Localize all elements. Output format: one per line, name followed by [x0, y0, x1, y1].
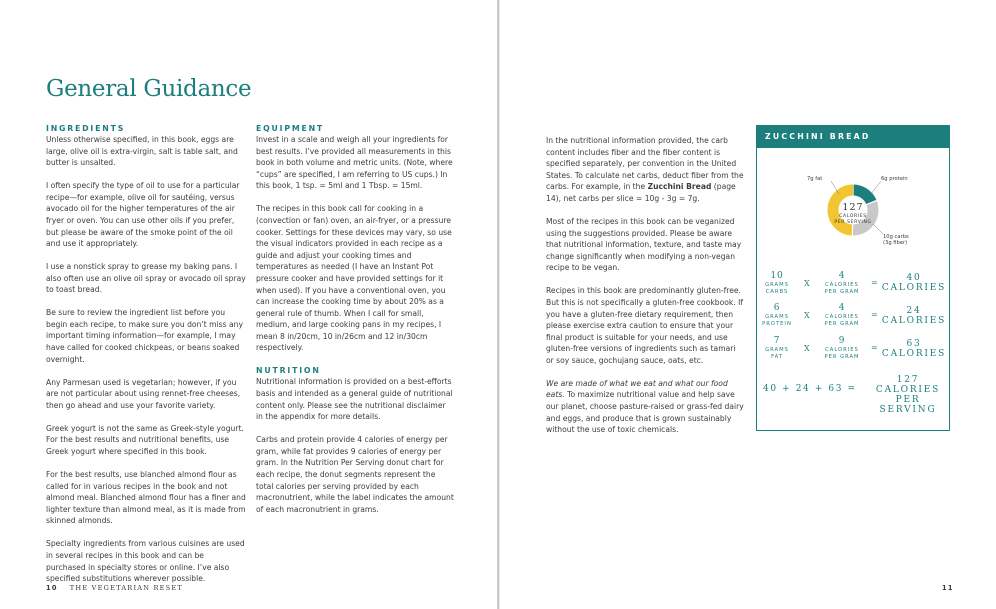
equipment-paragraph: Invest in a scale and weigh all your ingredients for best results. I’ve provided all measurements in this book in both volume and metric units. (Note, where “cups” are specified, I am referring to US cups.) In this book, 1 tsp. = 5ml and 1 Tbsp. = 15ml.	[256, 135, 453, 191]
carbs-label-1: 10g carbs	[883, 234, 909, 240]
equipment-nutrition-column	[256, 123, 454, 515]
ingredients-heading: INGREDIENTS	[46, 124, 126, 133]
sourcing-paragraph: We are made of what we eat and what our food eats. To maximize nutritional value and help save our planet, choose pasture-raised or grass-fed dairy and eggs, and produce that is grown sustainably without the use of toxic chemicals.	[546, 378, 744, 435]
zucchini-bread-sidebar	[756, 125, 950, 431]
nutrition-paragraph: Carbs and protein provide 4 calories of energy per gram, while fat provides 9 calories of energy per gram. In the Nutrition Per Serving donut chart for each recipe, the donut segments represent the total calories per serving provided by each macronutrient, while the label indicates the amount of each macronutrient in grams.	[256, 435, 454, 514]
nutrition-heading: NUTRITION	[256, 366, 321, 376]
equipment-heading: EQUIPMENT	[256, 124, 325, 133]
multiply-sign: X	[804, 279, 810, 288]
book-title: THE VEGETARIAN RESET	[69, 584, 183, 592]
ingredients-paragraph: I use a nonstick spray to grease my baking pans. I also often use an olive oil spray or avocado oil spray to toast bread.	[46, 262, 246, 295]
right-page-number: 11	[942, 584, 954, 592]
ingredients-paragraph: Be sure to review the ingredient list before you begin each recipe, to make sure you don’t miss any important timing information—for example, I may have called for cooked chickpeas, or beans soaked overnight.	[46, 308, 243, 364]
right-text-column	[546, 135, 744, 436]
ingredients-paragraph: Greek yogurt is not the same as Greek-style yogurt. For the best results and nutritional benefits, use Greek yogurt where specified in this book.	[46, 423, 244, 457]
equals-sign: =	[871, 310, 878, 319]
equipment-paragraph: The recipes in this book call for cooking in a (convection or fan) oven, an air-fryer, or a pressure cooker. Settings for these devices may vary, so use the visual indicators provided in each recipe as a guide and adjust your cooking times and temperatures as needed (I have an Instant Pot pressure cooker and have provided settings for it when used). If you have a conventional oven, you can increase the cooking time by about 20% as a general rule of thumb. When I call for small, medium, and large cooking pans in my recipes, I mean 8 in/20cm, 10 in/26cm and 12 in/30cm respectively.	[256, 204, 452, 353]
ingredients-paragraph: Unless otherwise specified, in this book, eggs are large, olive oil is extra-virgin, salt is table salt, and butter is unsalted.	[46, 135, 238, 168]
vegan-paragraph: Most of the recipes in this book can be veganized using the suggestions provided. Please be aware that nutritional information, texture, and taste may change significantly when modifying a non-vegan recipe to be vegan.	[546, 216, 742, 273]
right-page-footer	[942, 584, 954, 592]
donut-center-label-2: PER SERVING	[834, 220, 872, 225]
page-spine-shadow	[499, 0, 500, 609]
ingredients-paragraph: For the best results, use blanched almond flour as called for in various recipes in the book and not almond meal. Blanched almond flour has a finer and lighter texture than almond meal, as it is made from skinned almonds.	[46, 470, 246, 526]
protein-label: 6g protein	[881, 176, 908, 182]
protein-grams: 6 GRAMS PROTEIN	[762, 303, 792, 327]
quote-italic: We are made of what we eat and what our food eats.	[546, 378, 728, 400]
sum-expression: 40 + 24 + 63 =	[763, 384, 857, 394]
carbs-leader-line	[873, 224, 883, 234]
donut-segment-protein	[853, 190, 872, 203]
carbs-calories: 40 CALORIES	[881, 273, 947, 293]
nutrition-paragraph: Nutritional information is provided on a best-efforts basis and intended as a general guide of nutritional content only. Please see the nutritional disclaimer in the appendix for more details.	[256, 377, 453, 422]
fat-calories: 63 CALORIES	[881, 339, 947, 359]
gluten-paragraph: Recipes in this book are predominantly gluten-free. But this is not specifically a gluten-free cookbook. If you have a gluten-free dietary requirement, then please exercise extra caution to ensure that your final product is suitable for your needs, and use gluten-free versions of ingredients such as tamari or soy sauce, gochujang sauce, oats, etc.	[546, 286, 743, 365]
ingredients-paragraph: Specialty ingredients from various cuisines are used in several recipes in this book and can be purchased in specialty stores or online. I’ve also specified substitutions wherever possible.	[46, 539, 245, 584]
multiply-sign: X	[804, 311, 810, 320]
total-calories: 127 CALORIES PER SERVING	[875, 375, 941, 415]
carbs-cal-per-gram: 4 CALORIES PER GRAM	[824, 271, 860, 295]
sidebar-heading: ZUCCHINI BREAD	[757, 126, 949, 148]
page-title: General Guidance	[46, 76, 252, 102]
left-page-number: 10	[46, 584, 58, 592]
fat-label: 7g fat	[807, 176, 823, 182]
fat-grams: 7 GRAMS FAT	[765, 336, 789, 360]
zucchini-bread-link: Zucchini Bread	[647, 182, 712, 192]
donut-center-label-1: CALORIES	[839, 214, 867, 219]
carbs-grams: 10 GRAMS CARBS	[765, 271, 789, 295]
ingredients-paragraph: Any Parmesan used is vegetarian; however, if you are not particular about using rennet-free cheeses, then go ahead and use your favorite variety.	[46, 377, 241, 410]
fat-cal-per-gram: 9 CALORIES PER GRAM	[824, 336, 860, 360]
left-page-footer	[46, 584, 183, 592]
carbs-paragraph: In the nutritional information provided, the carb content includes fiber and the fiber content is specified separately, per convention in the United States. To calculate net carbs, deduct fiber from the carbs. For example, in the Zucchini Bread (page 14), net carbs per slice = 10g - 3g = 7g.	[546, 136, 744, 203]
ingredients-paragraph: I often specify the type of oil to use for a particular recipe—for example, olive oil for sautéing, versus avocado oil for the higher temperatures of the air fryer or oven. You can use other oils if you prefer, but please be aware of the smoke point of the oil and use it appropriately.	[46, 181, 240, 249]
carbs-label-2: (3g fiber)	[883, 240, 908, 246]
protein-cal-per-gram: 4 CALORIES PER GRAM	[824, 303, 860, 327]
protein-calories: 24 CALORIES	[881, 306, 947, 326]
donut-center-value: 127	[842, 202, 864, 213]
multiply-sign: X	[804, 344, 810, 353]
protein-leader-line	[871, 181, 881, 194]
nutrition-donut-chart	[757, 150, 949, 255]
equals-sign: =	[871, 343, 878, 352]
equals-sign: =	[871, 278, 878, 287]
ingredients-column	[46, 123, 246, 585]
